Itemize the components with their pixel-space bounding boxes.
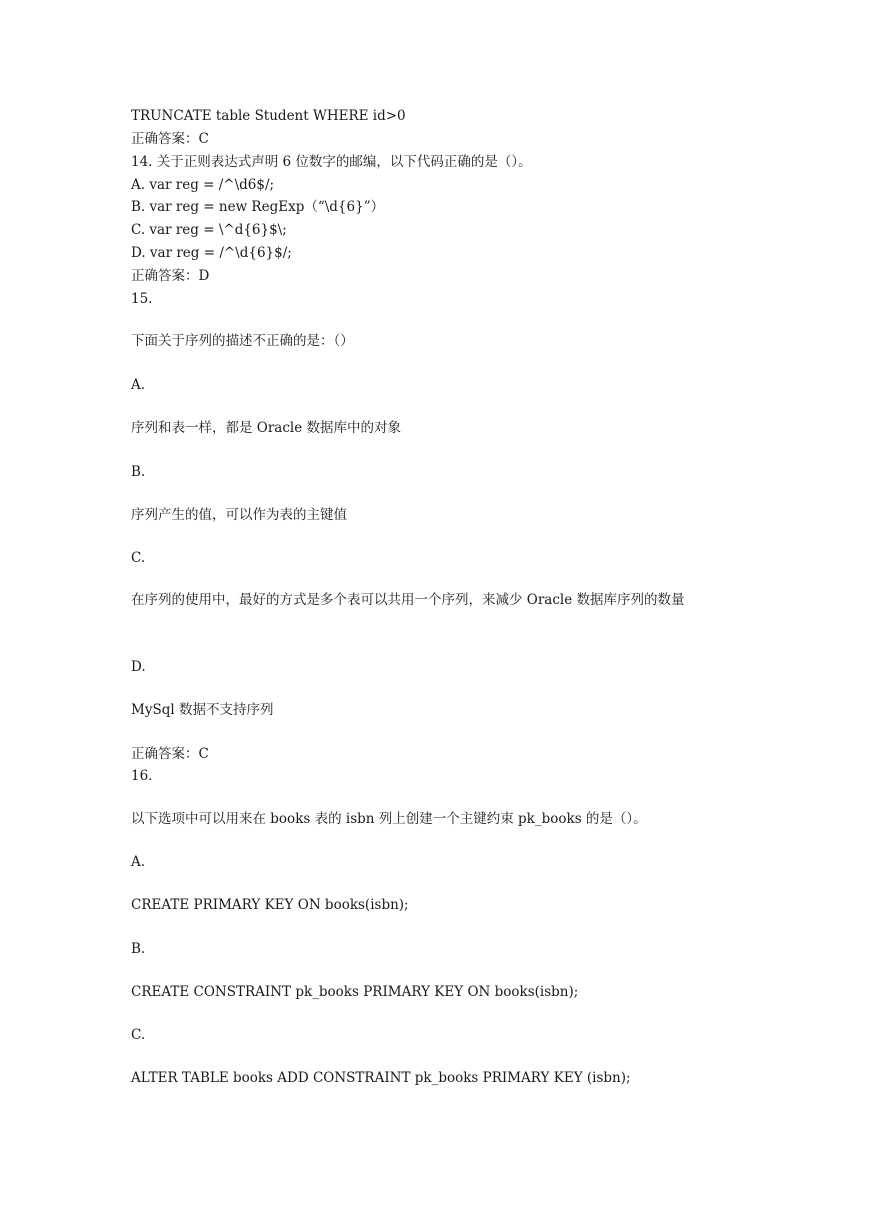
question-15-option-b-text: 序列产生的值，可以作为表的主键值 [131,507,347,523]
question-15-stem: 下面关于序列的描述不正确的是：（） [131,333,354,349]
question-16-option-b-text: CREATE CONSTRAINT pk_books PRIMARY KEY ON books(isbn); [131,984,579,1000]
question-15-answer: 正确答案：C [131,746,209,762]
question-15-option-c-label: C. [131,550,146,566]
question-13-answer: 正确答案：C [131,131,209,147]
question-15-option-d-text: MySql 数据不支持序列 [131,702,274,718]
question-16-option-b-label: B. [131,941,146,957]
question-15-number: 15. [131,291,153,307]
question-14-answer: 正确答案：D [131,268,210,284]
question-16-option-a-text: CREATE PRIMARY KEY ON books(isbn); [131,897,409,913]
question-15-option-d-label: D. [131,659,146,675]
question-14-option-b: B. var reg = new RegExp（“\d{6}”） [131,199,385,215]
question-16-number: 16. [131,768,153,784]
question-15-option-b-label: B. [131,464,146,480]
question-16-option-c-label: C. [131,1027,146,1043]
question-14-option-c: C. var reg = \^d{6}$\; [131,222,287,238]
question-14-option-d: D. var reg = /^\d{6}$/; [131,245,292,261]
question-15-option-a-text: 序列和表一样，都是 Oracle 数据库中的对象 [131,420,402,436]
question-13-option-d-text: TRUNCATE table Student WHERE id>0 [131,108,406,124]
question-16-option-a-label: A. [131,854,146,870]
question-16-option-c-text: ALTER TABLE books ADD CONSTRAINT pk_books PRIMARY KEY (isbn); [131,1070,631,1086]
question-16-stem: 以下选项中可以用来在 books 表的 isbn 列上创建一个主键约束 pk_books 的是（）。 [131,811,647,827]
question-15-option-c-text: 在序列的使用中，最好的方式是多个表可以共用一个序列，来减少 Oracle 数据库序列的数量 [131,592,685,608]
question-14-option-a: A. var reg = /^\d6$/; [131,177,275,193]
question-14-stem: 14. 关于正则表达式声明 6 位数字的邮编，以下代码正确的是（）。 [131,154,532,170]
question-15-option-a-label: A. [131,377,146,393]
